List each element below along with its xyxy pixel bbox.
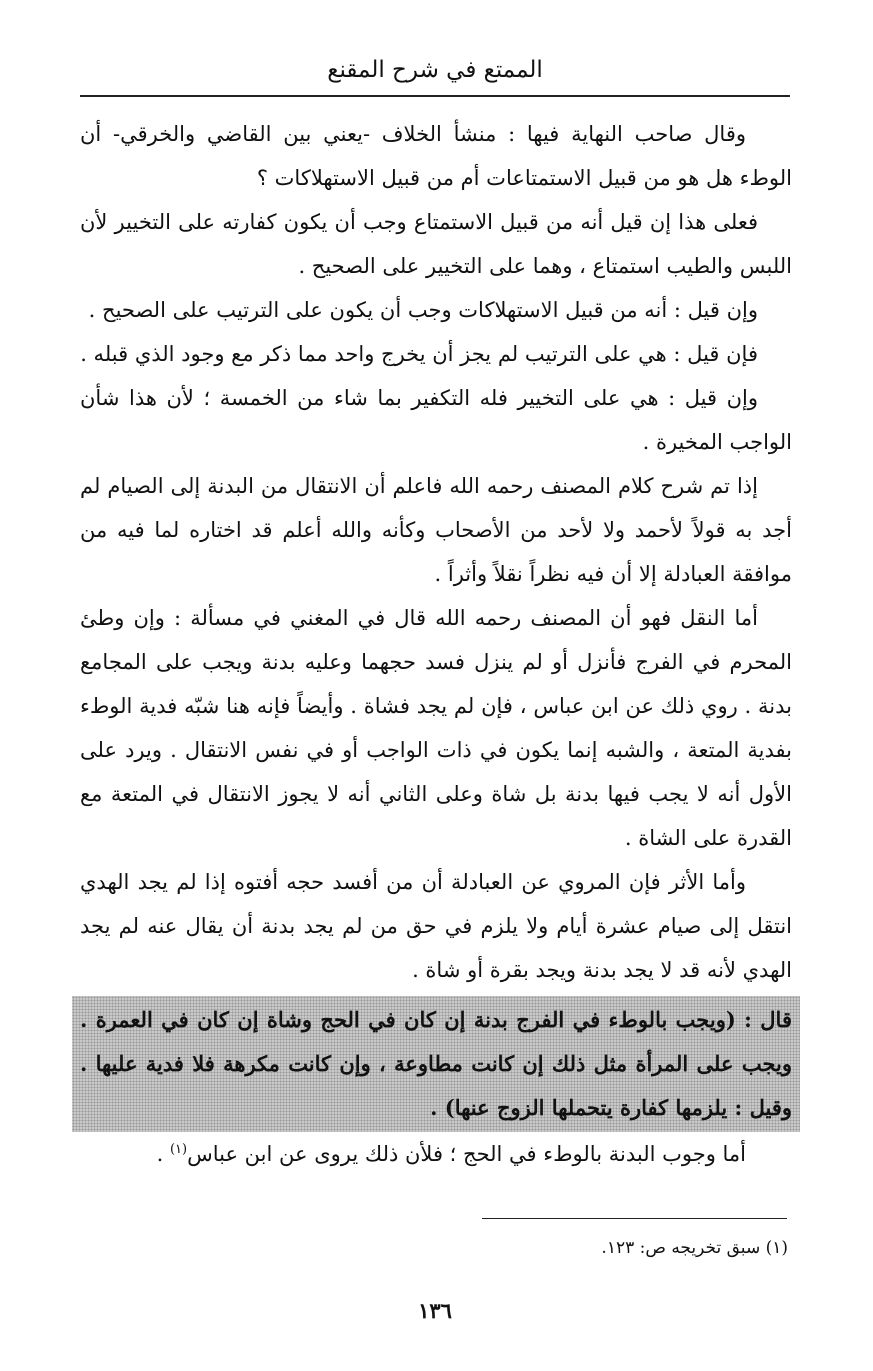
main-text <box>80 112 792 1176</box>
commentary-end: . <box>156 1142 170 1166</box>
paragraph: وإن قيل : أنه من قبيل الاستهلاكات وجب أن يكون على الترتيب على الصحيح . <box>88 298 758 322</box>
paragraph: وإن قيل : هي على التخيير فله التكفير بما شاء من الخمسة ؛ لأن هذا شأن الواجب المخيرة . <box>80 386 792 454</box>
commentary-text: أما وجوب البدنة بالوطء في الحج ؛ فلأن ذلك يروى عن ابن عباس <box>187 1142 746 1166</box>
header-divider <box>80 95 790 97</box>
paragraph: وأما الأثر فإن المروي عن العبادلة أن من أفسد حجه أفتوه إذا لم يجد الهدي انتقل إلى صيام عشرة أيام ولا يلزم في حق من لم يجد بدنة أن يقال عنه لم يجد الهدي لأنه قد لا يجد بدنة ويجد بقرة أو شاة . <box>80 870 792 982</box>
commentary-paragraph <box>80 1132 792 1176</box>
paragraph: إذا تم شرح كلام المصنف رحمه الله فاعلم أن الانتقال من البدنة إلى الصيام لم أجد به قولاً لأحمد ولا لأحد من الأصحاب وكأنه والله أعلم قد اختاره لما فيه من موافقة العبادلة إلا أن فيه نظراً نقلاً وأثراً . <box>80 474 792 586</box>
matn-highlight-block: قال : (ويجب بالوطء في الفرج بدنة إن كان في الحج وشاة إن كان في العمرة . ويجب على المرأة مثل ذلك إن كانت مطاوعة ، وإن كانت مكرهة فلا فدية عليها . وقيل : يلزمها كفارة يتحملها الزوج عنها) . <box>72 996 800 1132</box>
paragraph: أما النقل فهو أن المصنف رحمه الله قال في المغني في مسألة : وإن وطئ المحرم في الفرج فأنزل أو لم ينزل فسد حجهما وعليه بدنة ويجب على المجامع بدنة . روي ذلك عن ابن عباس ، فإن لم يجد فشاة . وأيضاً فإنه هنا شبّه فدية الوطء بفدية المتعة ، والشبه إنما يكون في ذات الواجب أو في نفس الانتقال . ويرد على الأول أنه لا يجب فيها بدنة بل شاة وعلى الثاني أنه لا يجوز الانتقال في المتعة مع القدرة على الشاة . <box>80 606 792 850</box>
paragraph: فعلى هذا إن قيل أنه من قبيل الاستمتاع وجب أن يكون كفارته على التخيير لأن اللبس والطيب استمتاع ، وهما على التخيير على الصحيح . <box>80 210 792 278</box>
footnote-reference[interactable]: (١) <box>169 1142 188 1157</box>
paragraph: فإن قيل : هي على الترتيب لم يجز أن يخرج واحد مما ذكر مع وجود الذي قبله . <box>80 342 758 366</box>
footnote-divider <box>482 1218 787 1219</box>
footnote: (١) سبق تخريجه ص: ١٢٣. <box>601 1238 788 1258</box>
page-number: ١٣٦ <box>418 1298 452 1323</box>
paragraph: وقال صاحب النهاية فيها : منشأ الخلاف -يعني بين القاضي والخرقي- أن الوطء هل هو من قبيل الاستمتاعات أم من قبيل الاستهلاكات ؟ <box>80 122 792 190</box>
running-header-title: الممتع في شرح المقنع <box>327 57 543 83</box>
